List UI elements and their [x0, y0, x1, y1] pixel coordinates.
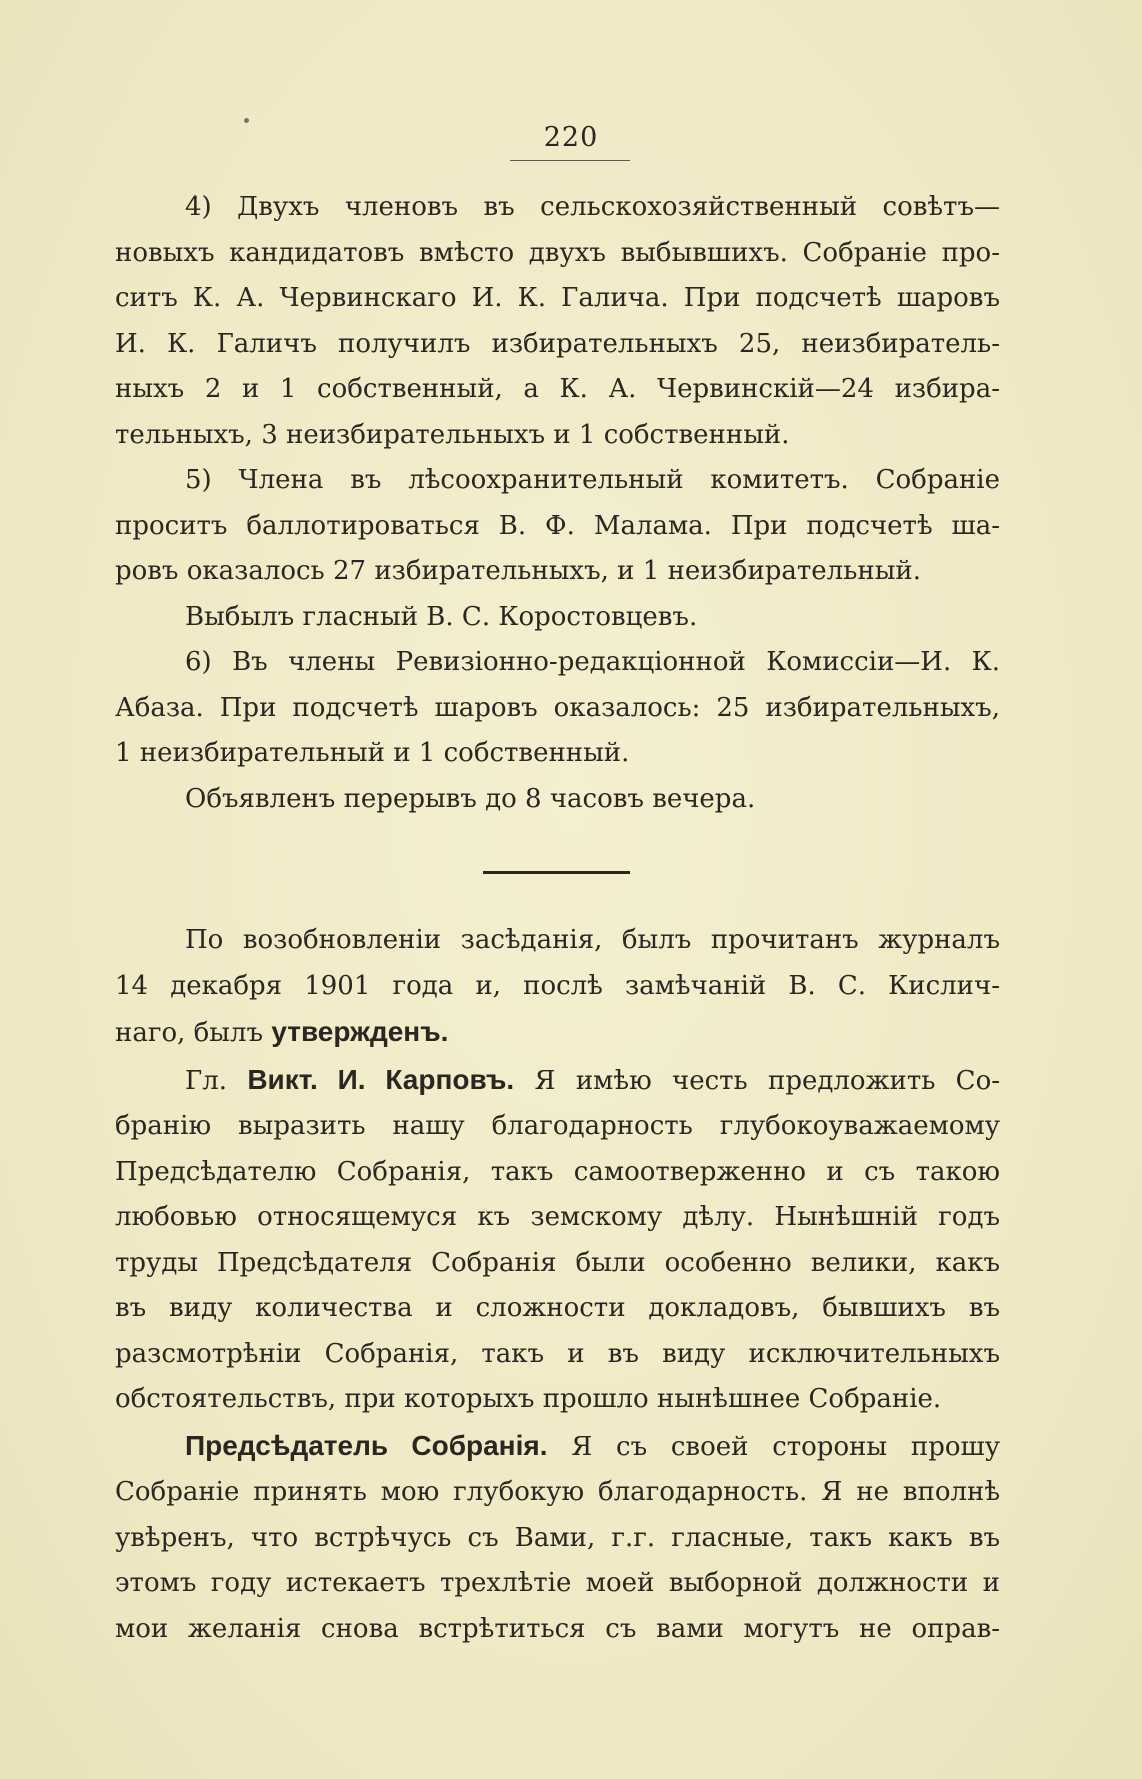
text-line: 5) Члена въ лѣсоохранительный комитетъ. Собраніе: [185, 465, 1000, 495]
text-line: увѣренъ, что встрѣчусь съ Вами, г.г. гласные, такъ какъ въ: [115, 1522, 1000, 1553]
section-separator: [483, 871, 630, 874]
paragraph-resumption: [115, 918, 1000, 1057]
text-line: тельныхъ, 3 неизбирательныхъ и 1 собственный.: [115, 419, 790, 450]
text-line: бранію выразить нашу благодарность глубокоуважаемому: [115, 1111, 1000, 1141]
text-line: мои желанія снова встрѣтиться съ вами могутъ не оправ-: [115, 1613, 1000, 1644]
text-line: этомъ году истекаетъ трехлѣтіе моей выборной должности и: [115, 1568, 1000, 1598]
text-line: ситъ К. А. Червинскаго И. К. Галича. При подсчетѣ шаровъ: [115, 283, 1000, 313]
paragraph-break: [115, 777, 1000, 823]
approved-word: утвержденъ.: [271, 1016, 449, 1047]
text-line: И. К. Галичъ получилъ избирательныхъ 25, неизбиратель-: [115, 328, 1000, 359]
text-line: 14 декабря 1901 года и, послѣ замѣчаній В. С. Кислич-: [115, 970, 1000, 1001]
text-block-session: [115, 918, 1000, 1652]
text-line: [115, 1057, 1000, 1105]
text-line: Абаза. При подсчетѣ шаровъ оказалось: 25 избирательныхъ,: [115, 692, 1000, 723]
text-line: 4) Двухъ членовъ въ сельскохозяйственный совѣтъ—: [185, 192, 1000, 222]
text-line: обстоятельствъ, при которыхъ прошло нынѣшнее Собраніе.: [115, 1384, 942, 1414]
text-block-items: [115, 185, 1000, 822]
paragraph-karpov: [115, 1057, 1000, 1423]
text-fragment: Я имѣю честь предложить Со-: [514, 1065, 1001, 1096]
speaker-name: Предсѣдатель Собранія.: [185, 1429, 548, 1461]
text-line: Собраніе принять мою глубокую благодарность. Я не вполнѣ: [115, 1477, 1000, 1507]
text-line: ровъ оказалось 27 избирательныхъ, и 1 неизбирательный.: [115, 556, 921, 586]
paragraph-item-6: [115, 640, 1000, 777]
paragraph-item-4: [115, 185, 1000, 458]
text-line: Выбылъ гласный В. С. Коростовцевъ.: [185, 601, 698, 632]
paragraph-chairman: [115, 1423, 1000, 1653]
text-line: По возобновленіи засѣданія, былъ прочитанъ журналъ: [185, 925, 1000, 955]
text-fragment: Я съ своей стороны прошу: [547, 1431, 1000, 1462]
text-line: труды Предсѣдателя Собранія были особенно велики, какъ: [115, 1247, 1000, 1278]
text-line: разсмотрѣніи Собранія, такъ и въ виду исключительныхъ: [115, 1338, 1000, 1369]
speaker-name: Викт. И. Карповъ.: [247, 1063, 515, 1095]
text-fragment: Гл.: [185, 1065, 248, 1096]
text-line: любовью относящемуся къ земскому дѣлу. Нынѣшній годъ: [115, 1202, 1000, 1232]
text-line: [115, 1009, 1000, 1057]
text-line: [115, 1423, 1000, 1471]
text-line: Объявленъ перерывъ до 8 часовъ вечера.: [185, 783, 756, 814]
paragraph-item-5: [115, 458, 1000, 595]
paragraph-retired: [115, 595, 1000, 641]
text-line: новыхъ кандидатовъ вмѣсто двухъ выбывшихъ. Собраніе про-: [115, 237, 1000, 268]
text-fragment: наго, былъ: [115, 1018, 272, 1048]
page-number: 220: [543, 122, 599, 153]
text-line: 6) Въ члены Ревизіонно-редакціонной Комиссіи—И. К.: [185, 647, 1000, 677]
text-line: ныхъ 2 и 1 собственный, а К. А. Червинскій—24 избира-: [115, 374, 1000, 404]
page-number-rule: [510, 160, 630, 161]
text-line: проситъ баллотироваться В. Ф. Малама. При подсчетѣ ша-: [115, 510, 1000, 541]
text-line: Предсѣдателю Собранія, такъ самоотверженно и съ такою: [115, 1156, 1000, 1187]
text-line: въ виду количества и сложности докладовъ, бывшихъ въ: [115, 1293, 1000, 1323]
text-line: 1 неизбирательный и 1 собственный.: [115, 738, 630, 768]
